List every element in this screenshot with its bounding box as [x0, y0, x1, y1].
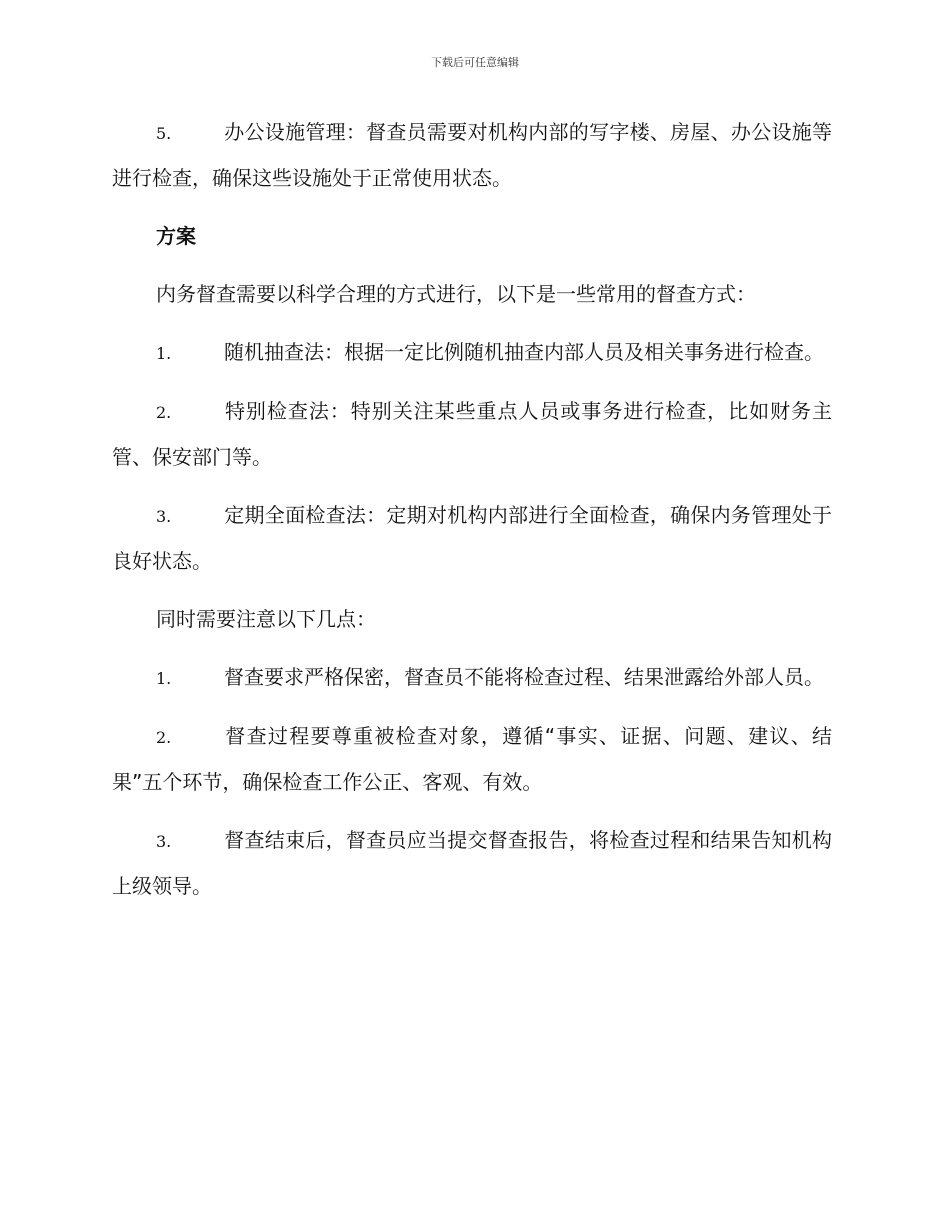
list-item-special-check: [112, 389, 832, 480]
list-item-periodic-check: [112, 493, 832, 584]
list-number: 2.: [156, 728, 172, 747]
list-number: 1.: [156, 344, 172, 363]
list-text: 办公设施管理：督查员需要对机构内部的写字楼、房屋、办公设施等进行检查，确保这些设施处于正常使用状态。: [112, 120, 832, 190]
list-text: 督查结束后，督查员应当提交督查报告，将检查过程和结果告知机构上级领导。: [112, 828, 832, 898]
list-item-office-facilities: [112, 110, 832, 201]
document-body: [112, 110, 832, 922]
list-number: 3.: [156, 832, 172, 851]
list-number: 2.: [156, 403, 172, 422]
list-text: 定期全面检查法：定期对机构内部进行全面检查，确保内务管理处于良好状态。: [112, 503, 832, 573]
section-heading: 方案: [156, 224, 196, 248]
list-text: 督查过程要尊重被检查对象，遵循“事实、证据、问题、建议、结果”五个环节，确保检查工作公正、客观、有效。: [112, 724, 832, 794]
list-number: 3.: [156, 507, 172, 526]
list-number: 5.: [156, 124, 172, 143]
notice-paragraph: 同时需要注意以下几点：: [156, 607, 376, 631]
list-item-report: [112, 818, 832, 909]
list-number: 1.: [156, 669, 172, 688]
list-item-random-check: [112, 330, 832, 376]
list-text: 随机抽查法：根据一定比例随机抽查内部人员及相关事务进行检查。: [224, 340, 824, 364]
list-item-respect: [112, 714, 832, 805]
list-text: 督查要求严格保密，督查员不能将检查过程、结果泄露给外部人员。: [224, 665, 824, 689]
list-text: 特别检查法：特别关注某些重点人员或事务进行检查，比如财务主管、保安部门等。: [112, 399, 832, 469]
list-item-confidentiality: [112, 655, 832, 701]
header-note: 下载后可任意编辑: [431, 56, 519, 69]
intro-paragraph: 内务督查需要以科学合理的方式进行，以下是一些常用的督查方式：: [156, 282, 756, 306]
